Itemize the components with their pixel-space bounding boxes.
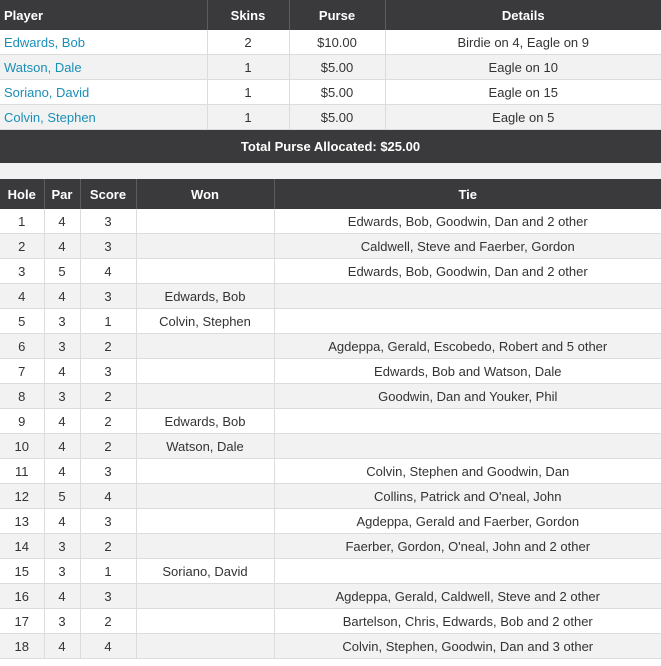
tie-cell: Edwards, Bob, Goodwin, Dan and 2 other <box>274 209 661 234</box>
won-cell <box>136 459 274 484</box>
score-cell: 3 <box>80 584 136 609</box>
hole-row <box>0 559 661 584</box>
par-cell: 4 <box>44 409 80 434</box>
tie-cell: Agdeppa, Gerald and Faerber, Gordon <box>274 509 661 534</box>
holes-table <box>0 179 661 659</box>
details-cell: Birdie on 4, Eagle on 9 <box>385 30 661 55</box>
player-link[interactable]: Edwards, Bob <box>0 30 207 55</box>
tie-cell <box>274 409 661 434</box>
score-cell: 1 <box>80 309 136 334</box>
details-cell: Eagle on 5 <box>385 105 661 130</box>
tie-cell: Goodwin, Dan and Youker, Phil <box>274 384 661 409</box>
won-cell <box>136 359 274 384</box>
details-cell: Eagle on 10 <box>385 55 661 80</box>
skins-row <box>0 105 661 130</box>
header-purse[interactable]: Purse <box>289 0 385 30</box>
tie-cell: Colvin, Stephen and Goodwin, Dan <box>274 459 661 484</box>
par-cell: 4 <box>44 234 80 259</box>
tie-cell: Faerber, Gordon, O'neal, John and 2 other <box>274 534 661 559</box>
hole-row <box>0 534 661 559</box>
par-cell: 5 <box>44 259 80 284</box>
par-cell: 3 <box>44 559 80 584</box>
tie-cell: Collins, Patrick and O'neal, John <box>274 484 661 509</box>
hole-row <box>0 384 661 409</box>
hole-number-cell: 11 <box>0 459 44 484</box>
hole-row <box>0 209 661 234</box>
par-cell: 4 <box>44 434 80 459</box>
par-cell: 3 <box>44 609 80 634</box>
par-cell: 4 <box>44 634 80 659</box>
hole-row <box>0 259 661 284</box>
hole-number-cell: 9 <box>0 409 44 434</box>
par-cell: 5 <box>44 484 80 509</box>
hole-row <box>0 409 661 434</box>
won-cell: Edwards, Bob <box>136 284 274 309</box>
par-cell: 4 <box>44 209 80 234</box>
hole-row <box>0 634 661 659</box>
won-cell <box>136 334 274 359</box>
hole-number-cell: 5 <box>0 309 44 334</box>
hole-number-cell: 1 <box>0 209 44 234</box>
hole-number-cell: 15 <box>0 559 44 584</box>
score-cell: 2 <box>80 334 136 359</box>
won-cell: Watson, Dale <box>136 434 274 459</box>
tie-cell: Agdeppa, Gerald, Escobedo, Robert and 5 other <box>274 334 661 359</box>
purse-cell: $5.00 <box>289 55 385 80</box>
won-cell <box>136 509 274 534</box>
score-cell: 3 <box>80 359 136 384</box>
purse-cell: $5.00 <box>289 80 385 105</box>
score-cell: 4 <box>80 259 136 284</box>
score-cell: 3 <box>80 284 136 309</box>
score-cell: 2 <box>80 409 136 434</box>
purse-cell: $10.00 <box>289 30 385 55</box>
hole-row <box>0 334 661 359</box>
score-cell: 3 <box>80 509 136 534</box>
score-cell: 2 <box>80 534 136 559</box>
skins-count-cell: 1 <box>207 55 289 80</box>
tie-cell <box>274 434 661 459</box>
skins-row <box>0 30 661 55</box>
par-cell: 3 <box>44 334 80 359</box>
won-cell <box>136 209 274 234</box>
skins-count-cell: 2 <box>207 30 289 55</box>
par-cell: 4 <box>44 584 80 609</box>
won-cell: Soriano, David <box>136 559 274 584</box>
hole-row <box>0 484 661 509</box>
details-cell: Eagle on 15 <box>385 80 661 105</box>
tie-cell: Bartelson, Chris, Edwards, Bob and 2 other <box>274 609 661 634</box>
tie-cell: Edwards, Bob and Watson, Dale <box>274 359 661 384</box>
hole-number-cell: 18 <box>0 634 44 659</box>
score-cell: 4 <box>80 484 136 509</box>
hole-number-cell: 2 <box>0 234 44 259</box>
tie-cell: Caldwell, Steve and Faerber, Gordon <box>274 234 661 259</box>
header-score[interactable]: Score <box>80 179 136 209</box>
score-cell: 2 <box>80 434 136 459</box>
player-link[interactable]: Watson, Dale <box>0 55 207 80</box>
skins-summary-table <box>0 0 661 130</box>
hole-number-cell: 4 <box>0 284 44 309</box>
purse-cell: $5.00 <box>289 105 385 130</box>
won-cell <box>136 534 274 559</box>
tie-cell <box>274 559 661 584</box>
hole-row <box>0 584 661 609</box>
header-hole[interactable]: Hole <box>0 179 44 209</box>
won-cell <box>136 384 274 409</box>
score-cell: 4 <box>80 634 136 659</box>
par-cell: 4 <box>44 459 80 484</box>
won-cell <box>136 584 274 609</box>
tie-cell <box>274 284 661 309</box>
score-cell: 3 <box>80 209 136 234</box>
hole-number-cell: 10 <box>0 434 44 459</box>
skins-count-cell: 1 <box>207 105 289 130</box>
holes-header-row <box>0 179 661 209</box>
player-link[interactable]: Colvin, Stephen <box>0 105 207 130</box>
score-cell: 2 <box>80 384 136 409</box>
hole-number-cell: 16 <box>0 584 44 609</box>
hole-number-cell: 3 <box>0 259 44 284</box>
par-cell: 3 <box>44 309 80 334</box>
score-cell: 3 <box>80 459 136 484</box>
hole-row <box>0 459 661 484</box>
skins-row <box>0 80 661 105</box>
header-skins[interactable]: Skins <box>207 0 289 30</box>
hole-number-cell: 17 <box>0 609 44 634</box>
total-purse-bar: Total Purse Allocated: $25.00 <box>0 130 661 163</box>
header-player[interactable]: Player <box>0 0 207 30</box>
header-par[interactable]: Par <box>44 179 80 209</box>
score-cell: 3 <box>80 234 136 259</box>
won-cell <box>136 634 274 659</box>
won-cell: Edwards, Bob <box>136 409 274 434</box>
hole-row <box>0 609 661 634</box>
score-cell: 1 <box>80 559 136 584</box>
won-cell <box>136 234 274 259</box>
hole-row <box>0 284 661 309</box>
hole-row <box>0 234 661 259</box>
section-spacer <box>0 163 661 179</box>
par-cell: 3 <box>44 534 80 559</box>
hole-number-cell: 14 <box>0 534 44 559</box>
tie-cell: Agdeppa, Gerald, Caldwell, Steve and 2 other <box>274 584 661 609</box>
tie-cell: Colvin, Stephen, Goodwin, Dan and 3 other <box>274 634 661 659</box>
player-link[interactable]: Soriano, David <box>0 80 207 105</box>
hole-number-cell: 13 <box>0 509 44 534</box>
hole-row <box>0 509 661 534</box>
hole-number-cell: 8 <box>0 384 44 409</box>
hole-number-cell: 7 <box>0 359 44 384</box>
hole-row <box>0 309 661 334</box>
won-cell <box>136 484 274 509</box>
skins-header-row <box>0 0 661 30</box>
won-cell <box>136 259 274 284</box>
skins-row <box>0 55 661 80</box>
header-details[interactable]: Details <box>385 0 661 30</box>
par-cell: 3 <box>44 384 80 409</box>
hole-number-cell: 12 <box>0 484 44 509</box>
par-cell: 4 <box>44 284 80 309</box>
tie-cell <box>274 309 661 334</box>
won-cell <box>136 609 274 634</box>
hole-number-cell: 6 <box>0 334 44 359</box>
hole-row <box>0 359 661 384</box>
header-won[interactable]: Won <box>136 179 274 209</box>
par-cell: 4 <box>44 509 80 534</box>
header-tie[interactable]: Tie <box>274 179 661 209</box>
won-cell: Colvin, Stephen <box>136 309 274 334</box>
tie-cell: Edwards, Bob, Goodwin, Dan and 2 other <box>274 259 661 284</box>
par-cell: 4 <box>44 359 80 384</box>
hole-row <box>0 434 661 459</box>
score-cell: 2 <box>80 609 136 634</box>
skins-count-cell: 1 <box>207 80 289 105</box>
